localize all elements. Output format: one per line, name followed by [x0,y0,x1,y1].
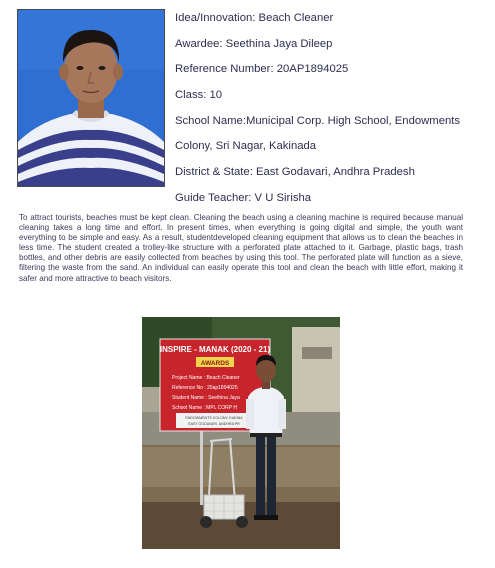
banner-line-2: Reference No : 20ap1894025 [172,385,238,391]
banner-footer-1: ENDOWMENTS COLONY, KAKINA [185,416,243,420]
school-line: School Name:Municipal Corp. High School, Endowments [175,114,461,127]
awardee-line: Awardee: Seethina Jaya Dileep [175,37,333,50]
banner-title: INSPIRE - MANAK (2020 - 21) [159,345,271,354]
idea-line: Idea/Innovation: Beach Cleaner [175,12,334,24]
reference-line: Reference Number: 20AP1894025 [175,63,349,76]
district-line: District & State: East Godavari, Andhra Pradesh [175,166,415,179]
banner-line-4: School Name : MPL CORP H [172,405,238,411]
banner-subtitle: AWARDS [200,360,230,367]
project-photo [142,317,340,549]
banner-line-1: Project Name : Beach Cleaner [172,375,240,381]
banner-line-3: Student Name : Seethina Jaya [172,395,240,401]
portrait-image [18,10,164,186]
class-line: Class: 10 [175,89,223,102]
project-summary: To attract tourists, beaches must be kept clean. Cleaning the beach using a cleaning machine is required because manual cleaning takes a long time and effort. In present times, when everything is going digital and simple, the youth want everything to be simple and easy. As a result, studentdeveloped cleaning equipment that allows us to clean the beaches in less time. The student created a trolley-like structure with a perforated plate attached to it. Garbage, plastic bags, trash bottles, and other debris are easily collected from beaches by using this tool. The perforated plate will function as a sieve, filtering the waste from the sand. An individual can easily operate this tool and clean the beach with little effort, making it safer and more attractive to beach visitors. [19,213,463,283]
awardee-details [175,8,493,214]
colony-line: Colony, Sri Nagar, Kakinada [175,140,317,153]
student-portrait [17,9,165,187]
project-photo-image [142,317,340,549]
banner-footer-2: EAST GODAVARI, ANDHRA PR [188,422,240,426]
guide-line: Guide Teacher: V U Sirisha [175,191,312,204]
